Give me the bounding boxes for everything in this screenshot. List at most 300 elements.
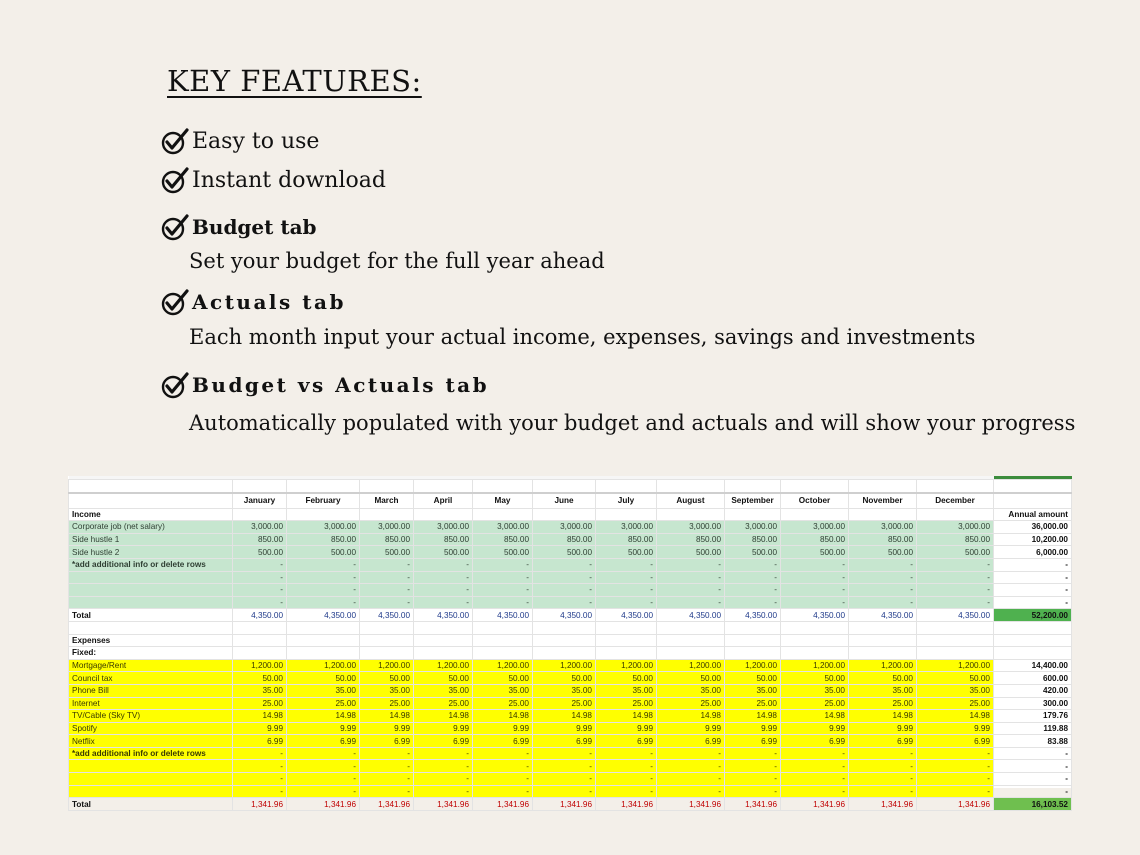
- expense-value-cell[interactable]: -: [849, 747, 917, 760]
- expense-value-cell[interactable]: 35.00: [781, 684, 849, 697]
- expense-total-cell[interactable]: 1,341.96: [360, 798, 414, 811]
- income-value-cell[interactable]: 500.00: [287, 546, 360, 559]
- income-value-cell[interactable]: -: [725, 558, 781, 571]
- month-header[interactable]: December: [917, 493, 994, 509]
- expense-value-cell[interactable]: 25.00: [533, 697, 596, 710]
- income-total-cell[interactable]: 4,350.00: [781, 609, 849, 622]
- expense-annual-cell[interactable]: 83.88: [994, 735, 1072, 748]
- expense-total-cell[interactable]: 1,341.96: [917, 798, 994, 811]
- income-value-cell[interactable]: -: [414, 571, 473, 584]
- income-value-cell[interactable]: 850.00: [533, 533, 596, 546]
- income-value-cell[interactable]: 3,000.00: [917, 521, 994, 534]
- expense-annual-cell[interactable]: -: [994, 773, 1072, 786]
- expense-value-cell[interactable]: -: [287, 785, 360, 798]
- expense-value-cell[interactable]: -: [596, 773, 657, 786]
- empty-cell[interactable]: [994, 480, 1072, 493]
- income-value-cell[interactable]: 3,000.00: [473, 521, 533, 534]
- expense-value-cell[interactable]: -: [360, 747, 414, 760]
- income-annual-cell[interactable]: 36,000.00: [994, 521, 1072, 534]
- expense-annual-cell[interactable]: -: [994, 760, 1072, 773]
- expense-value-cell[interactable]: 1,200.00: [849, 659, 917, 672]
- income-value-cell[interactable]: 500.00: [725, 546, 781, 559]
- expense-value-cell[interactable]: -: [414, 785, 473, 798]
- income-value-cell[interactable]: -: [849, 558, 917, 571]
- income-total-label[interactable]: Total: [69, 609, 233, 622]
- income-value-cell[interactable]: -: [233, 596, 287, 609]
- empty-cell[interactable]: [473, 480, 533, 493]
- income-value-cell[interactable]: -: [233, 584, 287, 597]
- income-value-cell[interactable]: 500.00: [781, 546, 849, 559]
- expense-value-cell[interactable]: 6.99: [360, 735, 414, 748]
- expense-value-cell[interactable]: 6.99: [849, 735, 917, 748]
- expense-value-cell[interactable]: 50.00: [287, 672, 360, 685]
- income-total-cell[interactable]: 4,350.00: [725, 609, 781, 622]
- income-row-label[interactable]: Corporate job (net salary): [69, 521, 233, 534]
- empty-cell[interactable]: [596, 508, 657, 521]
- expense-value-cell[interactable]: 14.98: [414, 710, 473, 723]
- income-row-label[interactable]: [69, 584, 233, 597]
- empty-cell[interactable]: [360, 508, 414, 521]
- income-value-cell[interactable]: 500.00: [233, 546, 287, 559]
- empty-cell[interactable]: [657, 508, 725, 521]
- income-value-cell[interactable]: 850.00: [781, 533, 849, 546]
- expense-row-label[interactable]: Mortgage/Rent: [69, 659, 233, 672]
- empty-cell[interactable]: [414, 508, 473, 521]
- expense-value-cell[interactable]: 1,200.00: [533, 659, 596, 672]
- expense-row-label[interactable]: Netflix: [69, 735, 233, 748]
- empty-cell[interactable]: [233, 621, 287, 634]
- income-value-cell[interactable]: -: [287, 571, 360, 584]
- expense-value-cell[interactable]: -: [233, 773, 287, 786]
- expense-value-cell[interactable]: -: [473, 760, 533, 773]
- expense-value-cell[interactable]: -: [917, 747, 994, 760]
- month-header[interactable]: November: [849, 493, 917, 509]
- expense-value-cell[interactable]: 50.00: [414, 672, 473, 685]
- expense-value-cell[interactable]: 25.00: [414, 697, 473, 710]
- income-annual-cell[interactable]: -: [994, 571, 1072, 584]
- income-annual-cell[interactable]: -: [994, 596, 1072, 609]
- month-header[interactable]: August: [657, 493, 725, 509]
- income-value-cell[interactable]: -: [725, 584, 781, 597]
- expense-value-cell[interactable]: 9.99: [287, 722, 360, 735]
- empty-cell[interactable]: [994, 621, 1072, 634]
- expense-total-cell[interactable]: 1,341.96: [414, 798, 473, 811]
- expense-value-cell[interactable]: 1,200.00: [657, 659, 725, 672]
- expense-value-cell[interactable]: 25.00: [781, 697, 849, 710]
- income-value-cell[interactable]: -: [360, 584, 414, 597]
- empty-cell[interactable]: [917, 480, 994, 493]
- empty-cell[interactable]: [414, 647, 473, 660]
- expense-value-cell[interactable]: 6.99: [781, 735, 849, 748]
- expense-value-cell[interactable]: 6.99: [917, 735, 994, 748]
- empty-cell[interactable]: [994, 634, 1072, 647]
- expense-value-cell[interactable]: -: [233, 760, 287, 773]
- expense-value-cell[interactable]: 25.00: [725, 697, 781, 710]
- expense-value-cell[interactable]: 1,200.00: [473, 659, 533, 672]
- empty-cell[interactable]: [849, 647, 917, 660]
- expense-total-cell[interactable]: 1,341.96: [781, 798, 849, 811]
- income-row-label[interactable]: [69, 596, 233, 609]
- empty-cell[interactable]: [781, 508, 849, 521]
- empty-cell[interactable]: [917, 634, 994, 647]
- expense-value-cell[interactable]: 35.00: [657, 684, 725, 697]
- expense-value-cell[interactable]: -: [725, 773, 781, 786]
- expense-value-cell[interactable]: -: [287, 760, 360, 773]
- income-value-cell[interactable]: -: [657, 558, 725, 571]
- expense-value-cell[interactable]: 9.99: [596, 722, 657, 735]
- expense-value-cell[interactable]: 50.00: [533, 672, 596, 685]
- expense-value-cell[interactable]: 35.00: [287, 684, 360, 697]
- expense-row-label[interactable]: *add additional info or delete rows: [69, 747, 233, 760]
- expense-total-cell[interactable]: 1,341.96: [596, 798, 657, 811]
- empty-cell[interactable]: [994, 493, 1072, 509]
- expense-value-cell[interactable]: 50.00: [473, 672, 533, 685]
- expense-value-cell[interactable]: -: [781, 760, 849, 773]
- income-value-cell[interactable]: 500.00: [849, 546, 917, 559]
- expense-value-cell[interactable]: -: [414, 760, 473, 773]
- income-value-cell[interactable]: 3,000.00: [233, 521, 287, 534]
- empty-cell[interactable]: [725, 480, 781, 493]
- expense-value-cell[interactable]: -: [657, 747, 725, 760]
- income-value-cell[interactable]: 850.00: [414, 533, 473, 546]
- empty-cell[interactable]: [287, 647, 360, 660]
- month-header[interactable]: April: [414, 493, 473, 509]
- income-value-cell[interactable]: 500.00: [473, 546, 533, 559]
- expense-value-cell[interactable]: -: [657, 785, 725, 798]
- income-value-cell[interactable]: -: [596, 571, 657, 584]
- empty-cell[interactable]: [287, 621, 360, 634]
- expense-value-cell[interactable]: -: [533, 760, 596, 773]
- expense-total-cell[interactable]: 1,341.96: [233, 798, 287, 811]
- month-header[interactable]: March: [360, 493, 414, 509]
- empty-cell[interactable]: [414, 621, 473, 634]
- income-total-cell[interactable]: 4,350.00: [360, 609, 414, 622]
- income-value-cell[interactable]: -: [917, 584, 994, 597]
- expense-value-cell[interactable]: -: [657, 760, 725, 773]
- expense-value-cell[interactable]: -: [473, 785, 533, 798]
- expense-total-cell[interactable]: 1,341.96: [657, 798, 725, 811]
- income-value-cell[interactable]: -: [596, 584, 657, 597]
- expense-row-label[interactable]: [69, 773, 233, 786]
- expense-value-cell[interactable]: 35.00: [233, 684, 287, 697]
- income-value-cell[interactable]: -: [233, 571, 287, 584]
- income-total-cell[interactable]: 4,350.00: [917, 609, 994, 622]
- empty-cell[interactable]: [414, 634, 473, 647]
- expense-value-cell[interactable]: 50.00: [917, 672, 994, 685]
- income-value-cell[interactable]: 500.00: [917, 546, 994, 559]
- income-value-cell[interactable]: -: [233, 558, 287, 571]
- empty-cell[interactable]: [596, 647, 657, 660]
- expense-value-cell[interactable]: -: [533, 773, 596, 786]
- income-row-label[interactable]: Side hustle 1: [69, 533, 233, 546]
- empty-cell[interactable]: [473, 508, 533, 521]
- expense-value-cell[interactable]: 50.00: [725, 672, 781, 685]
- expense-value-cell[interactable]: 1,200.00: [725, 659, 781, 672]
- empty-cell[interactable]: [473, 621, 533, 634]
- expense-value-cell[interactable]: 25.00: [473, 697, 533, 710]
- expense-value-cell[interactable]: -: [849, 785, 917, 798]
- empty-cell[interactable]: [473, 634, 533, 647]
- annual-amount-header[interactable]: Annual amount: [994, 508, 1072, 521]
- income-annual-cell[interactable]: 6,000.00: [994, 546, 1072, 559]
- empty-cell[interactable]: [917, 621, 994, 634]
- empty-cell[interactable]: [596, 480, 657, 493]
- income-value-cell[interactable]: -: [596, 558, 657, 571]
- income-value-cell[interactable]: 500.00: [533, 546, 596, 559]
- income-value-cell[interactable]: -: [473, 596, 533, 609]
- expense-annual-cell[interactable]: 600.00: [994, 672, 1072, 685]
- expense-total-cell[interactable]: 1,341.96: [725, 798, 781, 811]
- month-header[interactable]: June: [533, 493, 596, 509]
- expenses-section-label[interactable]: Expenses: [69, 634, 233, 647]
- empty-cell[interactable]: [657, 480, 725, 493]
- expense-value-cell[interactable]: 35.00: [473, 684, 533, 697]
- expense-value-cell[interactable]: 14.98: [849, 710, 917, 723]
- expense-row-label[interactable]: [69, 785, 233, 798]
- empty-cell[interactable]: [657, 647, 725, 660]
- income-value-cell[interactable]: 850.00: [596, 533, 657, 546]
- income-value-cell[interactable]: -: [287, 558, 360, 571]
- empty-cell[interactable]: [533, 621, 596, 634]
- expense-value-cell[interactable]: -: [287, 747, 360, 760]
- empty-cell[interactable]: [233, 480, 287, 493]
- expense-value-cell[interactable]: 1,200.00: [917, 659, 994, 672]
- expense-value-cell[interactable]: -: [781, 785, 849, 798]
- empty-cell[interactable]: [533, 480, 596, 493]
- expense-value-cell[interactable]: 14.98: [533, 710, 596, 723]
- income-value-cell[interactable]: -: [657, 584, 725, 597]
- income-section-label[interactable]: Income: [69, 508, 233, 521]
- income-value-cell[interactable]: 850.00: [849, 533, 917, 546]
- income-value-cell[interactable]: 3,000.00: [414, 521, 473, 534]
- expense-value-cell[interactable]: -: [917, 760, 994, 773]
- expense-value-cell[interactable]: -: [781, 747, 849, 760]
- income-total-cell[interactable]: 4,350.00: [849, 609, 917, 622]
- expense-value-cell[interactable]: 1,200.00: [781, 659, 849, 672]
- empty-cell[interactable]: [69, 493, 233, 509]
- empty-cell[interactable]: [533, 634, 596, 647]
- expense-annual-cell[interactable]: 300.00: [994, 697, 1072, 710]
- expense-row-label[interactable]: [69, 760, 233, 773]
- expense-value-cell[interactable]: -: [287, 773, 360, 786]
- expense-value-cell[interactable]: 25.00: [657, 697, 725, 710]
- expense-row-label[interactable]: TV/Cable (Sky TV): [69, 710, 233, 723]
- income-value-cell[interactable]: 3,000.00: [781, 521, 849, 534]
- empty-cell[interactable]: [69, 480, 233, 493]
- expense-value-cell[interactable]: 14.98: [287, 710, 360, 723]
- empty-cell[interactable]: [360, 480, 414, 493]
- income-value-cell[interactable]: 500.00: [657, 546, 725, 559]
- month-header[interactable]: September: [725, 493, 781, 509]
- expense-annual-cell[interactable]: 119.88: [994, 722, 1072, 735]
- income-value-cell[interactable]: -: [533, 558, 596, 571]
- income-value-cell[interactable]: -: [781, 558, 849, 571]
- income-value-cell[interactable]: 3,000.00: [360, 521, 414, 534]
- income-value-cell[interactable]: -: [849, 584, 917, 597]
- empty-cell[interactable]: [849, 508, 917, 521]
- expense-value-cell[interactable]: -: [360, 785, 414, 798]
- income-value-cell[interactable]: -: [414, 584, 473, 597]
- expense-value-cell[interactable]: -: [473, 773, 533, 786]
- income-value-cell[interactable]: 850.00: [233, 533, 287, 546]
- empty-cell[interactable]: [725, 508, 781, 521]
- expense-value-cell[interactable]: 1,200.00: [233, 659, 287, 672]
- month-header[interactable]: February: [287, 493, 360, 509]
- empty-cell[interactable]: [917, 647, 994, 660]
- expense-value-cell[interactable]: 50.00: [596, 672, 657, 685]
- expense-value-cell[interactable]: -: [233, 785, 287, 798]
- expense-value-cell[interactable]: 9.99: [233, 722, 287, 735]
- month-header[interactable]: January: [233, 493, 287, 509]
- income-row-label[interactable]: [69, 571, 233, 584]
- income-value-cell[interactable]: -: [849, 596, 917, 609]
- month-header[interactable]: May: [473, 493, 533, 509]
- income-value-cell[interactable]: 3,000.00: [657, 521, 725, 534]
- expense-value-cell[interactable]: -: [533, 747, 596, 760]
- income-value-cell[interactable]: 3,000.00: [725, 521, 781, 534]
- income-value-cell[interactable]: -: [533, 584, 596, 597]
- income-total-cell[interactable]: 4,350.00: [287, 609, 360, 622]
- empty-cell[interactable]: [287, 480, 360, 493]
- empty-cell[interactable]: [781, 480, 849, 493]
- empty-cell[interactable]: [233, 634, 287, 647]
- expense-value-cell[interactable]: 50.00: [657, 672, 725, 685]
- expense-row-label[interactable]: Internet: [69, 697, 233, 710]
- expense-value-cell[interactable]: 6.99: [657, 735, 725, 748]
- expense-value-cell[interactable]: 9.99: [473, 722, 533, 735]
- expense-value-cell[interactable]: -: [360, 760, 414, 773]
- income-value-cell[interactable]: -: [533, 596, 596, 609]
- empty-cell[interactable]: [849, 480, 917, 493]
- empty-cell[interactable]: [533, 508, 596, 521]
- expense-value-cell[interactable]: -: [233, 747, 287, 760]
- expense-value-cell[interactable]: -: [533, 785, 596, 798]
- income-value-cell[interactable]: 850.00: [360, 533, 414, 546]
- expense-annual-cell[interactable]: 420.00: [994, 684, 1072, 697]
- empty-cell[interactable]: [849, 634, 917, 647]
- empty-cell[interactable]: [781, 647, 849, 660]
- empty-cell[interactable]: [360, 621, 414, 634]
- income-value-cell[interactable]: -: [287, 584, 360, 597]
- income-value-cell[interactable]: -: [657, 596, 725, 609]
- empty-cell[interactable]: [596, 634, 657, 647]
- expense-value-cell[interactable]: -: [849, 773, 917, 786]
- expense-value-cell[interactable]: 6.99: [533, 735, 596, 748]
- expense-total-label[interactable]: Total: [69, 798, 233, 811]
- expense-value-cell[interactable]: 35.00: [725, 684, 781, 697]
- expense-grand-total[interactable]: 16,103.52: [994, 798, 1072, 811]
- expense-value-cell[interactable]: 6.99: [287, 735, 360, 748]
- income-annual-cell[interactable]: -: [994, 584, 1072, 597]
- income-value-cell[interactable]: -: [473, 558, 533, 571]
- income-value-cell[interactable]: 3,000.00: [533, 521, 596, 534]
- expense-value-cell[interactable]: 9.99: [849, 722, 917, 735]
- expense-row-label[interactable]: Spotify: [69, 722, 233, 735]
- income-value-cell[interactable]: -: [287, 596, 360, 609]
- income-value-cell[interactable]: -: [473, 571, 533, 584]
- income-grand-total[interactable]: 52,200.00: [994, 609, 1072, 622]
- empty-cell[interactable]: [725, 634, 781, 647]
- fixed-expenses-label[interactable]: Fixed:: [69, 647, 233, 660]
- expense-value-cell[interactable]: 6.99: [414, 735, 473, 748]
- empty-cell[interactable]: [849, 621, 917, 634]
- expense-annual-cell[interactable]: 14,400.00: [994, 659, 1072, 672]
- expense-value-cell[interactable]: -: [414, 747, 473, 760]
- expense-value-cell[interactable]: 9.99: [657, 722, 725, 735]
- income-total-cell[interactable]: 4,350.00: [414, 609, 473, 622]
- expense-value-cell[interactable]: -: [781, 773, 849, 786]
- expense-value-cell[interactable]: -: [849, 760, 917, 773]
- expense-row-label[interactable]: Phone Bill: [69, 684, 233, 697]
- income-value-cell[interactable]: -: [917, 571, 994, 584]
- expense-value-cell[interactable]: 1,200.00: [596, 659, 657, 672]
- expense-value-cell[interactable]: 25.00: [849, 697, 917, 710]
- income-value-cell[interactable]: 500.00: [414, 546, 473, 559]
- expense-total-cell[interactable]: 1,341.96: [473, 798, 533, 811]
- expense-value-cell[interactable]: 50.00: [849, 672, 917, 685]
- empty-cell[interactable]: [994, 647, 1072, 660]
- expense-value-cell[interactable]: 6.99: [233, 735, 287, 748]
- empty-cell[interactable]: [233, 647, 287, 660]
- expense-value-cell[interactable]: 25.00: [360, 697, 414, 710]
- income-value-cell[interactable]: -: [596, 596, 657, 609]
- expense-value-cell[interactable]: -: [473, 747, 533, 760]
- expense-annual-cell[interactable]: -: [994, 747, 1072, 760]
- income-value-cell[interactable]: -: [917, 596, 994, 609]
- expense-value-cell[interactable]: 50.00: [360, 672, 414, 685]
- income-value-cell[interactable]: 850.00: [287, 533, 360, 546]
- expense-value-cell[interactable]: 35.00: [917, 684, 994, 697]
- income-value-cell[interactable]: -: [781, 596, 849, 609]
- expense-value-cell[interactable]: 25.00: [287, 697, 360, 710]
- expense-value-cell[interactable]: 25.00: [596, 697, 657, 710]
- income-row-label[interactable]: *add additional info or delete rows: [69, 558, 233, 571]
- income-annual-cell[interactable]: -: [994, 558, 1072, 571]
- income-value-cell[interactable]: -: [360, 558, 414, 571]
- expense-value-cell[interactable]: 9.99: [781, 722, 849, 735]
- income-value-cell[interactable]: 3,000.00: [287, 521, 360, 534]
- income-value-cell[interactable]: -: [360, 596, 414, 609]
- income-row-label[interactable]: Side hustle 2: [69, 546, 233, 559]
- expense-value-cell[interactable]: 6.99: [725, 735, 781, 748]
- expense-value-cell[interactable]: 25.00: [233, 697, 287, 710]
- income-total-cell[interactable]: 4,350.00: [657, 609, 725, 622]
- empty-cell[interactable]: [781, 634, 849, 647]
- income-value-cell[interactable]: 850.00: [917, 533, 994, 546]
- empty-cell[interactable]: [725, 647, 781, 660]
- expense-value-cell[interactable]: 6.99: [596, 735, 657, 748]
- empty-cell[interactable]: [657, 634, 725, 647]
- expense-value-cell[interactable]: -: [657, 773, 725, 786]
- income-value-cell[interactable]: -: [473, 584, 533, 597]
- income-total-cell[interactable]: 4,350.00: [233, 609, 287, 622]
- empty-cell[interactable]: [69, 621, 233, 634]
- expense-value-cell[interactable]: 14.98: [233, 710, 287, 723]
- income-value-cell[interactable]: -: [849, 571, 917, 584]
- income-annual-cell[interactable]: 10,200.00: [994, 533, 1072, 546]
- income-value-cell[interactable]: 850.00: [657, 533, 725, 546]
- income-value-cell[interactable]: 3,000.00: [849, 521, 917, 534]
- expense-value-cell[interactable]: 14.98: [781, 710, 849, 723]
- expense-value-cell[interactable]: 9.99: [414, 722, 473, 735]
- income-value-cell[interactable]: 3,000.00: [596, 521, 657, 534]
- empty-cell[interactable]: [360, 647, 414, 660]
- expense-value-cell[interactable]: -: [917, 773, 994, 786]
- empty-cell[interactable]: [360, 634, 414, 647]
- expense-value-cell[interactable]: 9.99: [533, 722, 596, 735]
- income-value-cell[interactable]: 850.00: [725, 533, 781, 546]
- expense-value-cell[interactable]: -: [360, 773, 414, 786]
